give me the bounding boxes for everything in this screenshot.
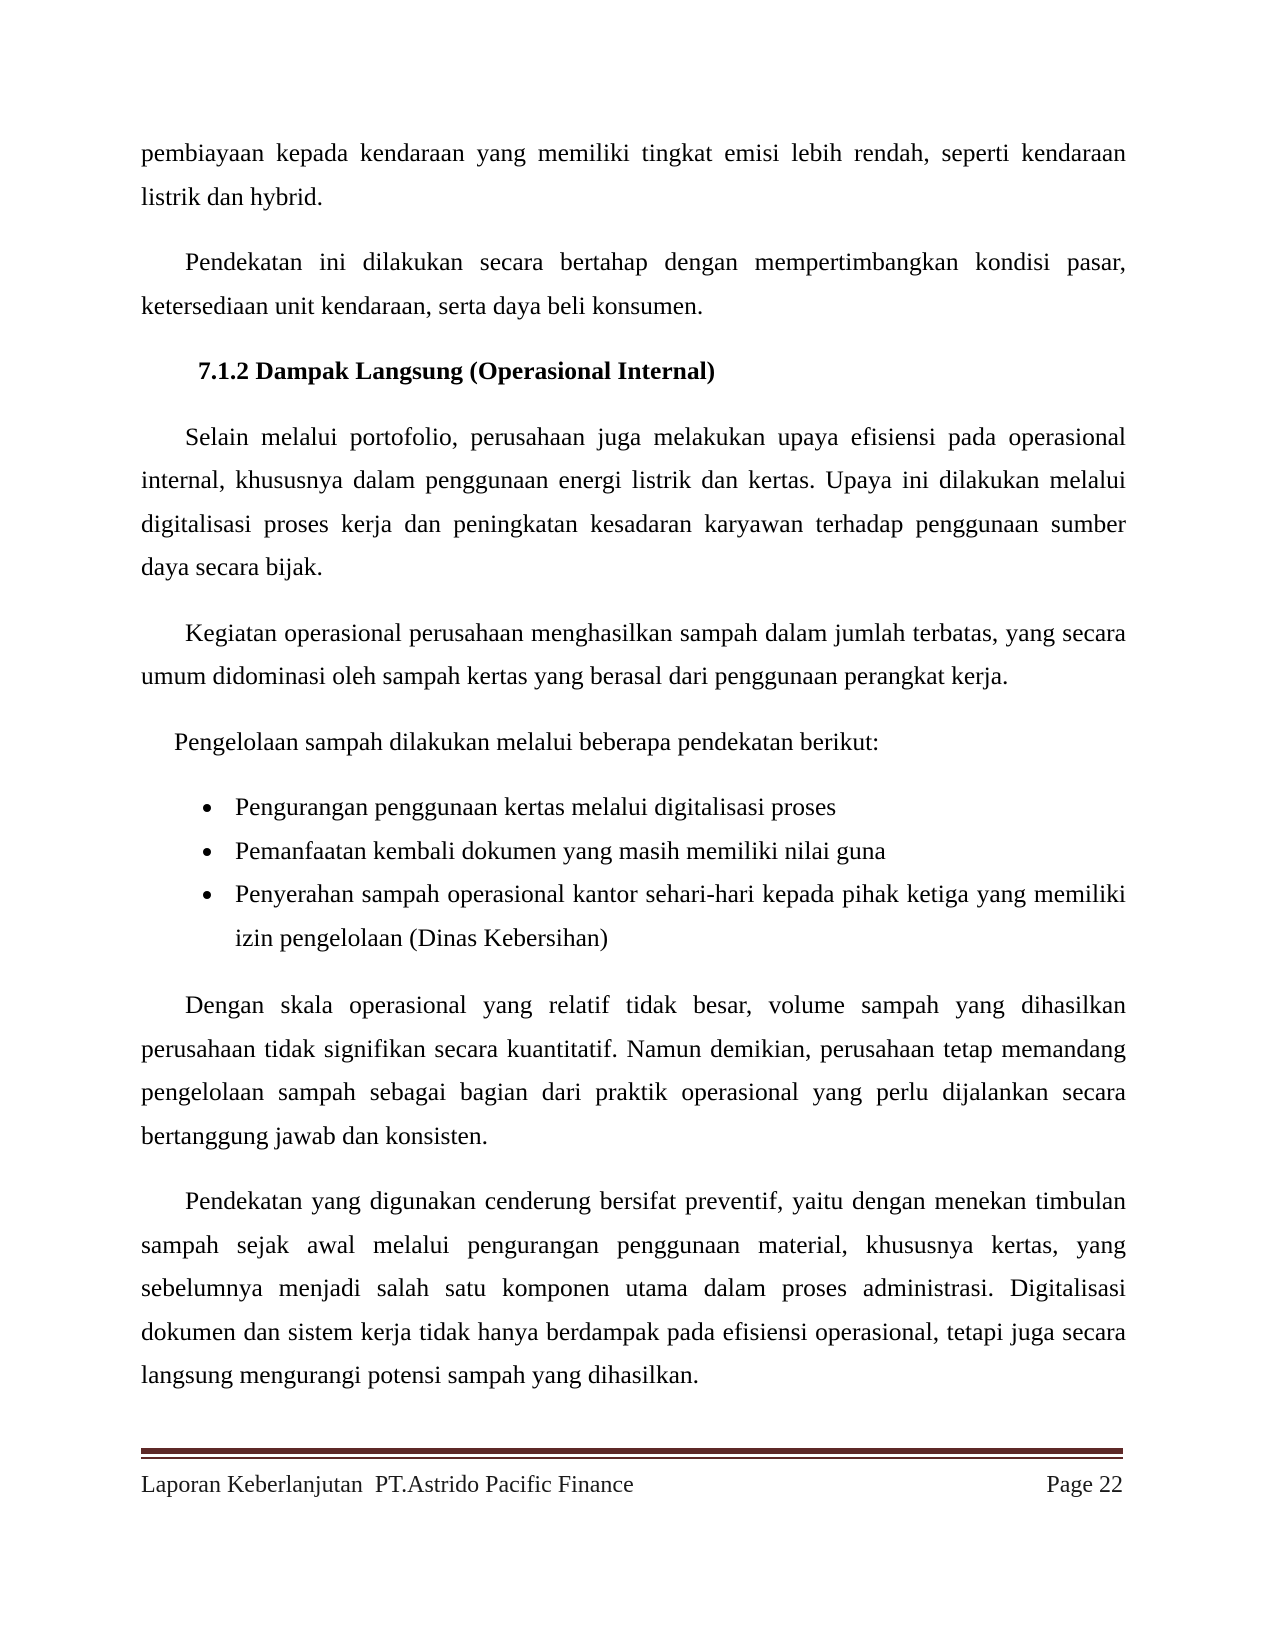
- section-heading: 7.1.2 Dampak Langsung (Operasional Internal): [198, 356, 716, 385]
- body-paragraph: Selain melalui portofolio, perusahaan juga melakukan upaya efisiensi pada operasional internal, khususnya dalam penggunaan energi listrik dan kertas. Upaya ini dilakukan melalui digitalisasi proses kerja dan peningkatan kesadaran karyawan terhadap penggunaan sumber daya secara bijak.: [141, 421, 1126, 581]
- body-paragraph: Kegiatan operasional perusahaan menghasilkan sampah dalam jumlah terbatas, yang secara umum didominasi oleh sampah kertas yang berasal dari penggunaan perangkat kerja.: [141, 617, 1126, 690]
- body-paragraph: Pendekatan yang digunakan cenderung bersifat preventif, yaitu dengan menekan timbulan sampah sejak awal melalui pengurangan penggunaan material, khususnya kertas, yang sebelumnya menjadi salah satu komponen utama dalam proses administrasi. Digitalisasi dokumen dan sistem kerja tidak hanya berdampak pada efisiensi operasional, tetapi juga secara langsung mengurangi potensi sampah yang dihasilkan.: [141, 1186, 1126, 1389]
- footer-document-title: Laporan Keberlanjutan PT.Astrido Pacific Finance: [141, 1472, 634, 1498]
- body-paragraph: Pendekatan ini dilakukan secara bertahap dengan mempertimbangkan kondisi pasar, ketersediaan unit kendaraan, serta daya beli konsumen.: [141, 247, 1126, 320]
- footer-page-number: Page 22: [1046, 1472, 1123, 1498]
- footer-rule: [141, 1448, 1123, 1459]
- body-paragraph: Pengelolaan sampah dilakukan melalui beberapa pendekatan berikut:: [174, 726, 880, 756]
- bullet-item: • Pemanfaatan kembali dokumen yang masih memiliki nilai guna: [225, 829, 1126, 873]
- bullet-item: • Pengurangan penggunaan kertas melalui digitalisasi proses: [225, 785, 1126, 829]
- footer-text-row: [141, 1470, 1123, 1500]
- page-footer: [141, 1448, 1123, 1500]
- bullet-item: • Penyerahan sampah operasional kantor sehari-hari kepada pihak ketiga yang memiliki izin pengelolaan (Dinas Kebersihan): [225, 872, 1126, 959]
- body-paragraph: Dengan skala operasional yang relatif tidak besar, volume sampah yang dihasilkan perusahaan tidak signifikan secara kuantitatif. Namun demikian, perusahaan tetap memandang pengelolaan sampah sebagai bagian dari praktik operasional yang perlu dijalankan secara bertanggung jawab dan konsisten.: [141, 990, 1126, 1150]
- page-body: [141, 131, 1126, 1419]
- body-paragraph: pembiayaan kepada kendaraan yang memiliki tingkat emisi lebih rendah, seperti kendaraan listrik dan hybrid.: [141, 138, 1126, 211]
- bullet-list: [141, 785, 1126, 959]
